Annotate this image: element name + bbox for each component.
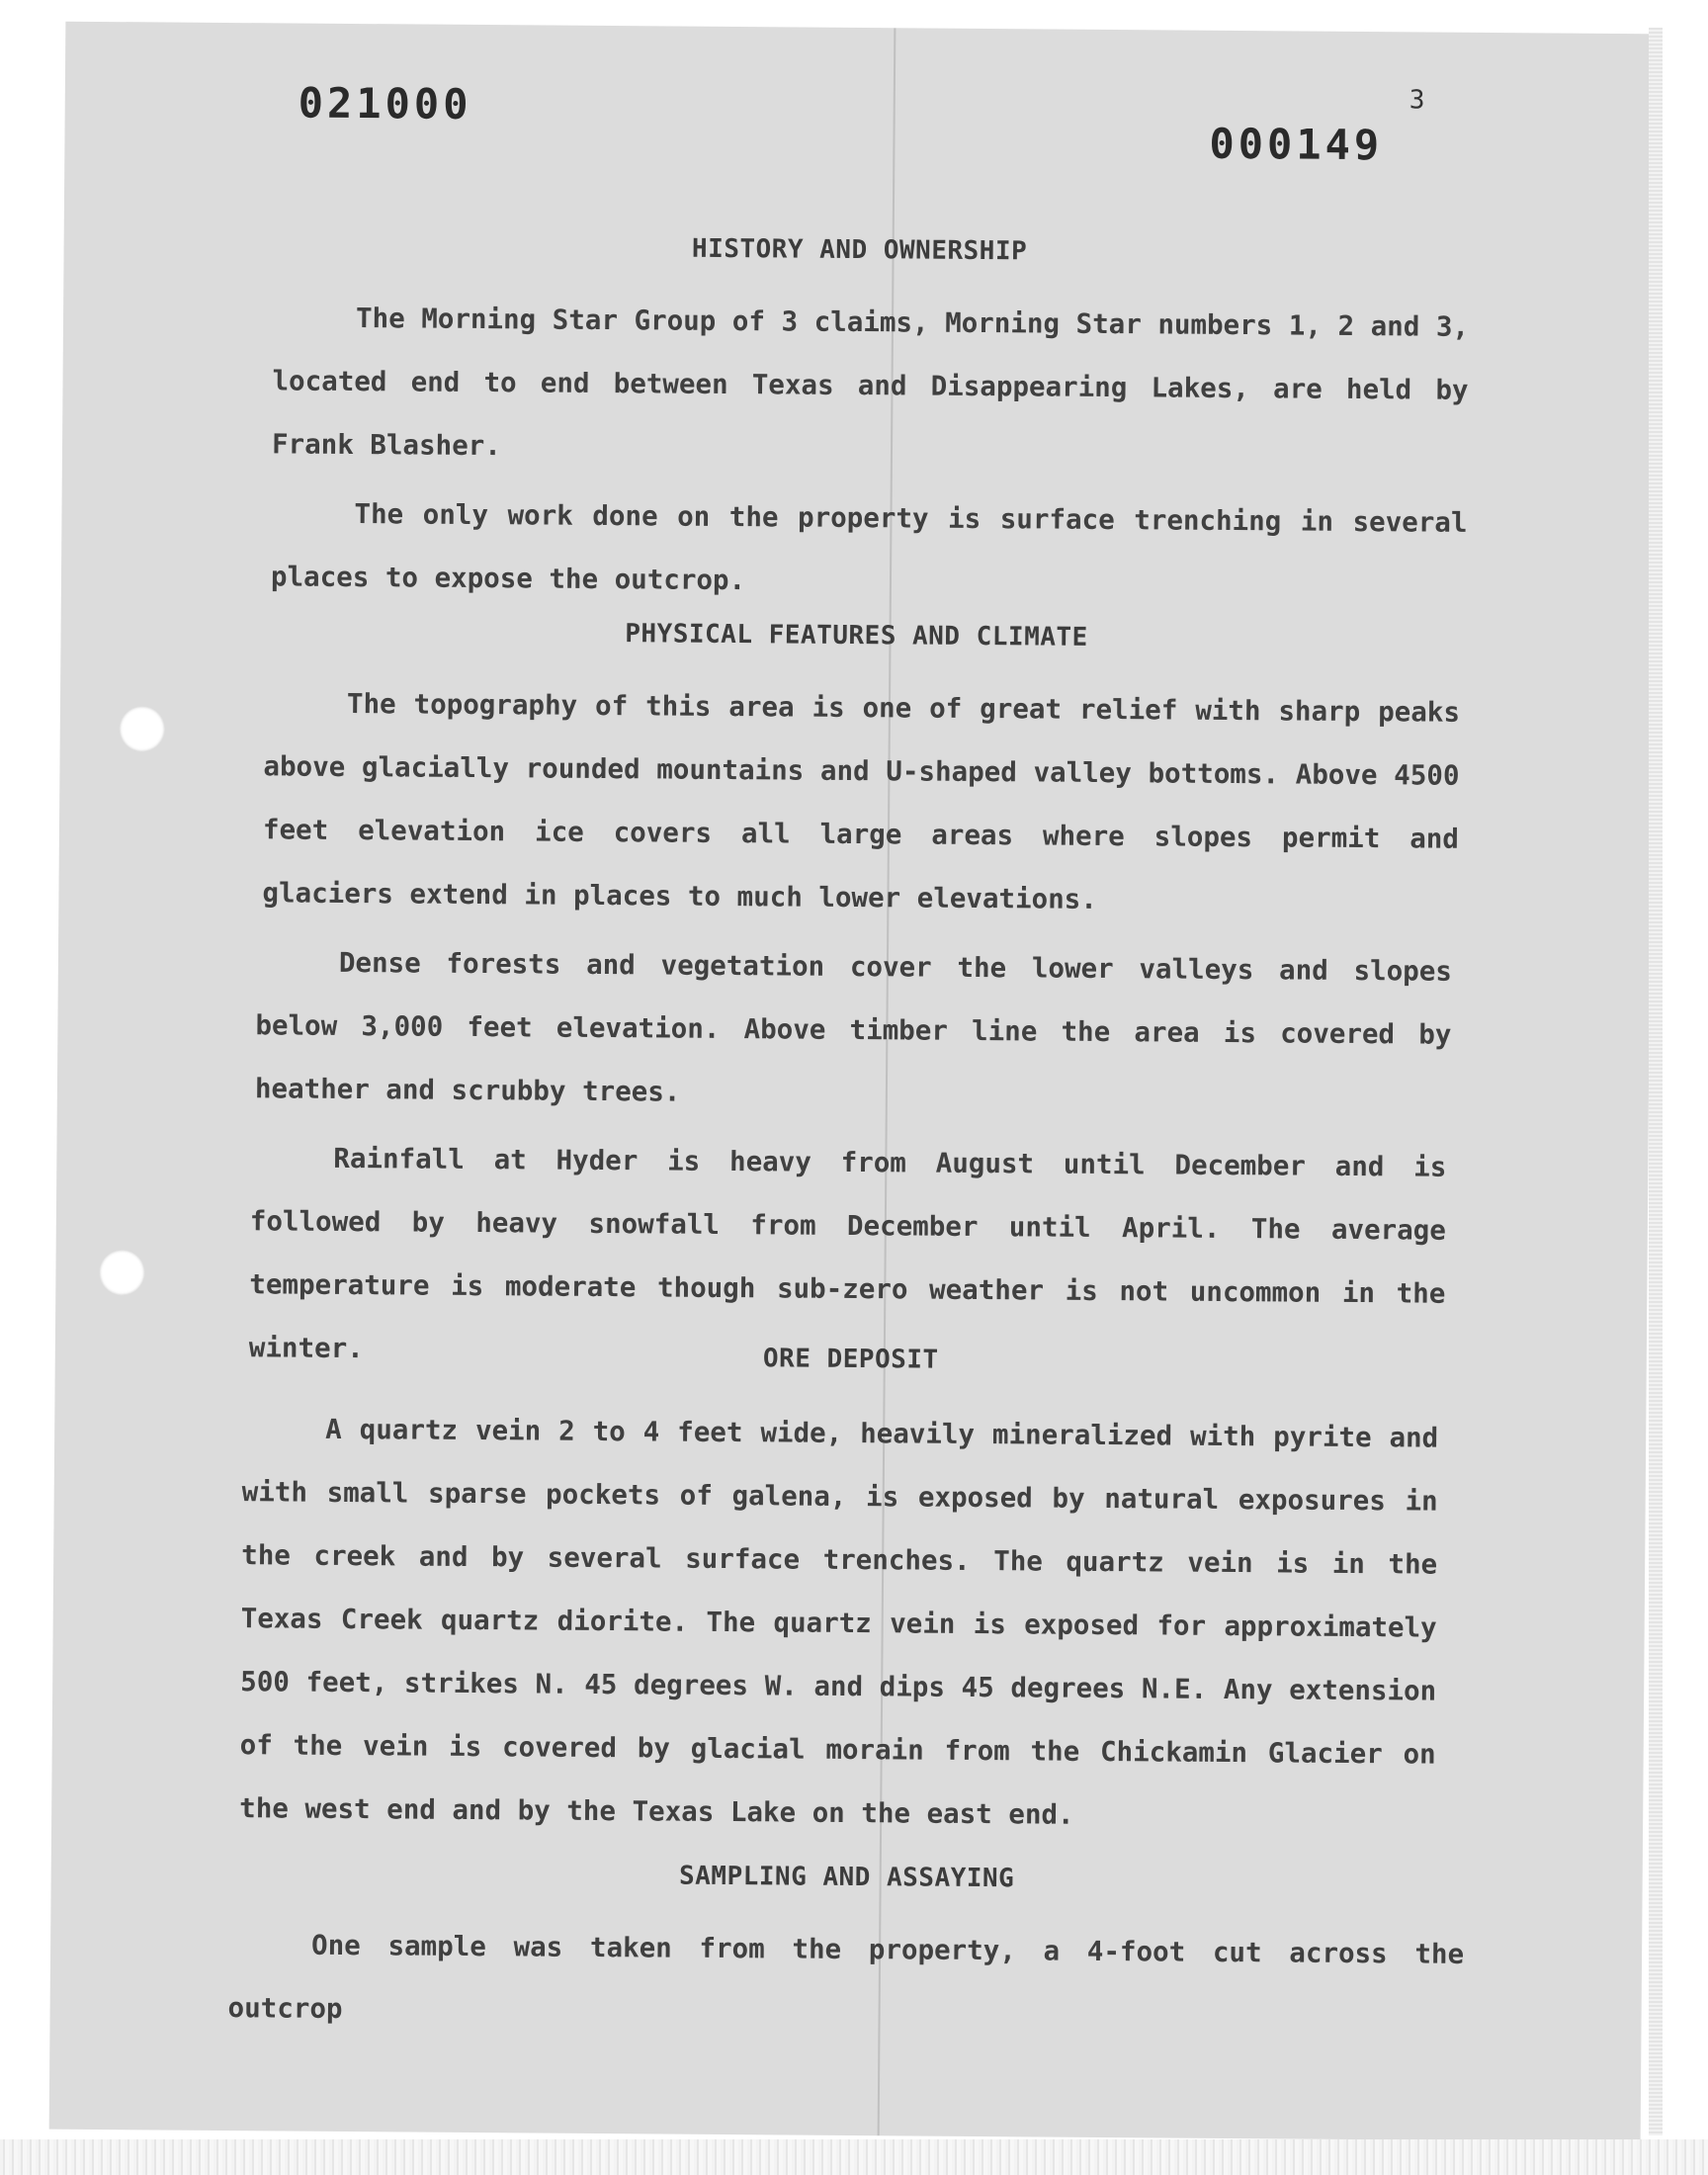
scan-bottom-artifact — [0, 2139, 1708, 2175]
stamp-right-number: 000149 — [1209, 119, 1384, 170]
scan-edge-artifact — [1649, 28, 1663, 2135]
heading-sampling: SAMPLING AND ASSAYING — [678, 1861, 1015, 1894]
document-page — [49, 22, 1658, 2142]
paragraph: The topography of this area is one of great relief with sharp peaks above glacially rounded mountains and U-shaped valley bottoms. Above 4500 feet elevation ice covers all large areas where slopes permit and glaciers extend in places to much lower elevations. — [262, 687, 1461, 915]
paragraph: One sample was taken from the property, a 4-foot cut across the outcrop — [227, 1929, 1465, 2025]
heading-history: HISTORY AND OWNERSHIP — [691, 233, 1028, 267]
paragraph: A quartz vein 2 to 4 feet wide, heavily mineralized with pyrite and with small sparse pockets of galena, is exposed by natural exposures in the creek and by several surface trenches. The quartz vein is in the Texas Creek quartz diorite. The quartz vein is exposed for approximately 500 feet, strikes N. 45 degrees W. and dips 45 degrees N.E. Any extension of the vein is covered by glacial morain from the Chickamin Glacier on the west end and by the Texas Lake on the east end. — [239, 1413, 1439, 1831]
page-number: 3 — [1409, 85, 1425, 116]
binder-hole-bottom — [99, 1250, 144, 1295]
heading-physical-features: PHYSICAL FEATURES AND CLIMATE — [625, 619, 1088, 652]
paragraph: Rainfall at Hyder is heavy from August until December and is followed by heavy snowfall from December until April. The average temperature is moderate though sub-zero weather is not uncommon in the winter. — [248, 1142, 1447, 1365]
paragraph: The only work done on the property is surface trenching in several places to expose the outcrop. — [270, 498, 1468, 597]
binder-hole-top — [120, 706, 165, 751]
paragraph: Dense forests and vegetation cover the lower valleys and slopes below 3,000 feet elevation. Above timber line the area is covered by heather and scrubby trees. — [254, 946, 1453, 1108]
stamp-left-number: 021000 — [298, 78, 472, 129]
heading-ore-deposit: ORE DEPOSIT — [762, 1344, 939, 1375]
paragraph: The Morning Star Group of 3 claims, Morning Star numbers 1, 2 and 3, located end to end between Texas and Disappearing Lakes, are held by Frank Blasher. — [271, 303, 1470, 463]
